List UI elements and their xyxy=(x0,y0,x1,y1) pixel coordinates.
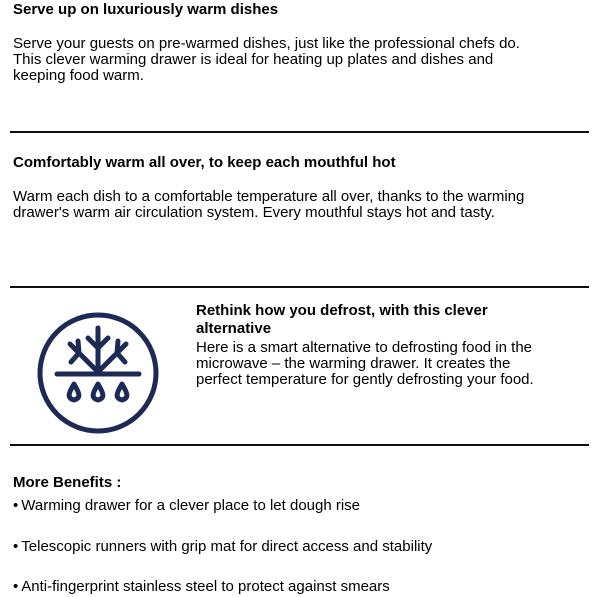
section-warm-dishes xyxy=(13,1,590,84)
bullet-marker: • xyxy=(13,497,19,514)
body-line: drawer's warm air circulation system. Every mouthful stays hot and tasty. xyxy=(13,204,495,221)
divider xyxy=(10,444,589,446)
list-item-text: Telescopic runners with grip mat for direct access and stability xyxy=(21,538,433,555)
defrost-icon-graphic xyxy=(35,310,161,436)
body-line: Here is a smart alternative to defrosting food in the xyxy=(196,339,533,356)
section-defrost xyxy=(196,302,586,388)
section-body xyxy=(13,36,590,84)
section-heading: Rethink how you defrost, with this clever xyxy=(196,302,488,319)
divider xyxy=(10,286,589,288)
body-line: Warm each dish to a comfortable temperature all over, thanks to the warming xyxy=(13,188,525,205)
section-heading: Comfortably warm all over, to keep each mouthful hot xyxy=(13,154,396,171)
section-heading: Serve up on luxuriously warm dishes xyxy=(13,1,279,18)
section-body xyxy=(13,189,590,221)
body-line: keeping food warm. xyxy=(13,67,144,84)
benefits-title: More Benefits : xyxy=(13,474,122,491)
section-body xyxy=(196,340,586,388)
body-line: This clever warming drawer is ideal for heating up plates and dishes and xyxy=(13,51,494,68)
defrost-icon xyxy=(35,310,161,436)
list-item xyxy=(13,578,390,596)
divider xyxy=(10,131,589,133)
body-line: perfect temperature for gently defrosting your food. xyxy=(196,371,534,388)
bullet-marker: • xyxy=(13,538,19,555)
list-item-text: Warming drawer for a clever place to let dough rise xyxy=(21,497,361,514)
section-warm-all-over xyxy=(13,154,590,221)
section-heading: alternative xyxy=(196,320,272,337)
list-item xyxy=(13,497,360,515)
body-line: microwave – the warming drawer. It creates the xyxy=(196,355,511,372)
bullet-marker: • xyxy=(13,578,19,595)
body-line: Serve your guests on pre-warmed dishes, just like the professional chefs do. xyxy=(13,35,520,52)
list-item-text: Anti-fingerprint stainless steel to protect against smears xyxy=(21,578,390,595)
list-item xyxy=(13,538,432,556)
